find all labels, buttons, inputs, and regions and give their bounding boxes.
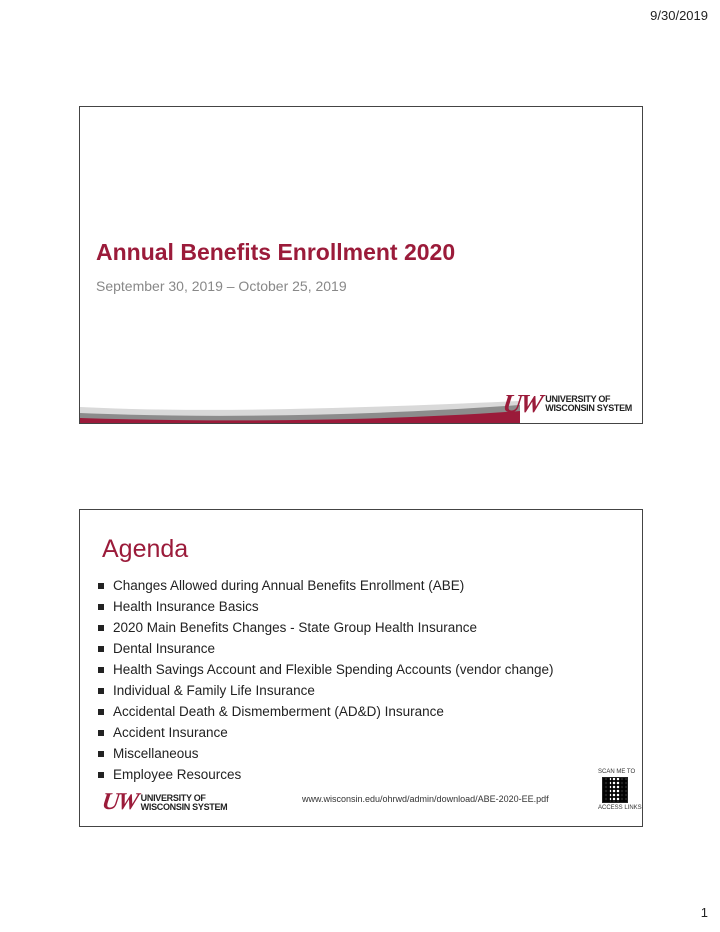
uw-logo-mark: UW [100,789,139,815]
square-bullet-icon [98,772,104,778]
square-bullet-icon [98,751,104,757]
square-bullet-icon [98,604,104,610]
qr-code-icon [602,777,628,803]
slide-title-heading: Annual Benefits Enrollment 2020 [96,239,456,265]
list-item: Accident Insurance [98,722,554,743]
list-item: Health Savings Account and Flexible Spending Accounts (vendor change) [98,659,554,680]
resource-link[interactable]: www.wisconsin.edu/ohrwd/admin/download/ABE-2020-EE.pdf [302,794,549,804]
square-bullet-icon [98,730,104,736]
uw-logo-line2: WISCONSIN SYSTEM [140,801,228,812]
uw-logo-line1: UNIVERSITY OF [545,394,611,404]
slide-agenda [79,509,643,827]
agenda-list [98,575,554,785]
uw-logo-text [545,395,632,413]
uw-logo-text [141,794,228,812]
list-item: Individual & Family Life Insurance [98,680,554,701]
list-item: Changes Allowed during Annual Benefits Enrollment (ABE) [98,575,554,596]
qr-bottom-label: ACCESS LINKS [598,805,642,811]
list-item: Miscellaneous [98,743,554,764]
slide-date-range: September 30, 2019 – October 25, 2019 [96,278,347,294]
slide-title [79,106,643,424]
square-bullet-icon [98,646,104,652]
print-date: 9/30/2019 [650,8,708,23]
square-bullet-icon [98,667,104,673]
page-number: 1 [700,905,708,920]
list-item: 2020 Main Benefits Changes - State Group Health Insurance [98,617,554,638]
uw-system-logo [102,789,227,816]
qr-code-block [598,768,642,812]
square-bullet-icon [98,583,104,589]
uw-logo-mark: UW [501,389,544,418]
uw-system-logo [503,389,632,419]
uw-logo-line1: UNIVERSITY OF [140,792,206,803]
qr-top-label: SCAN ME TO [598,769,636,775]
list-item: Accidental Death & Dismemberment (AD&D) Insurance [98,701,554,722]
square-bullet-icon [98,625,104,631]
list-item: Dental Insurance [98,638,554,659]
agenda-heading: Agenda [102,535,189,563]
list-item: Health Insurance Basics [98,596,554,617]
decorative-swoosh [80,393,520,423]
list-item: Employee Resources [98,764,554,785]
square-bullet-icon [98,709,104,715]
square-bullet-icon [98,688,104,694]
uw-logo-line2: WISCONSIN SYSTEM [545,403,632,413]
